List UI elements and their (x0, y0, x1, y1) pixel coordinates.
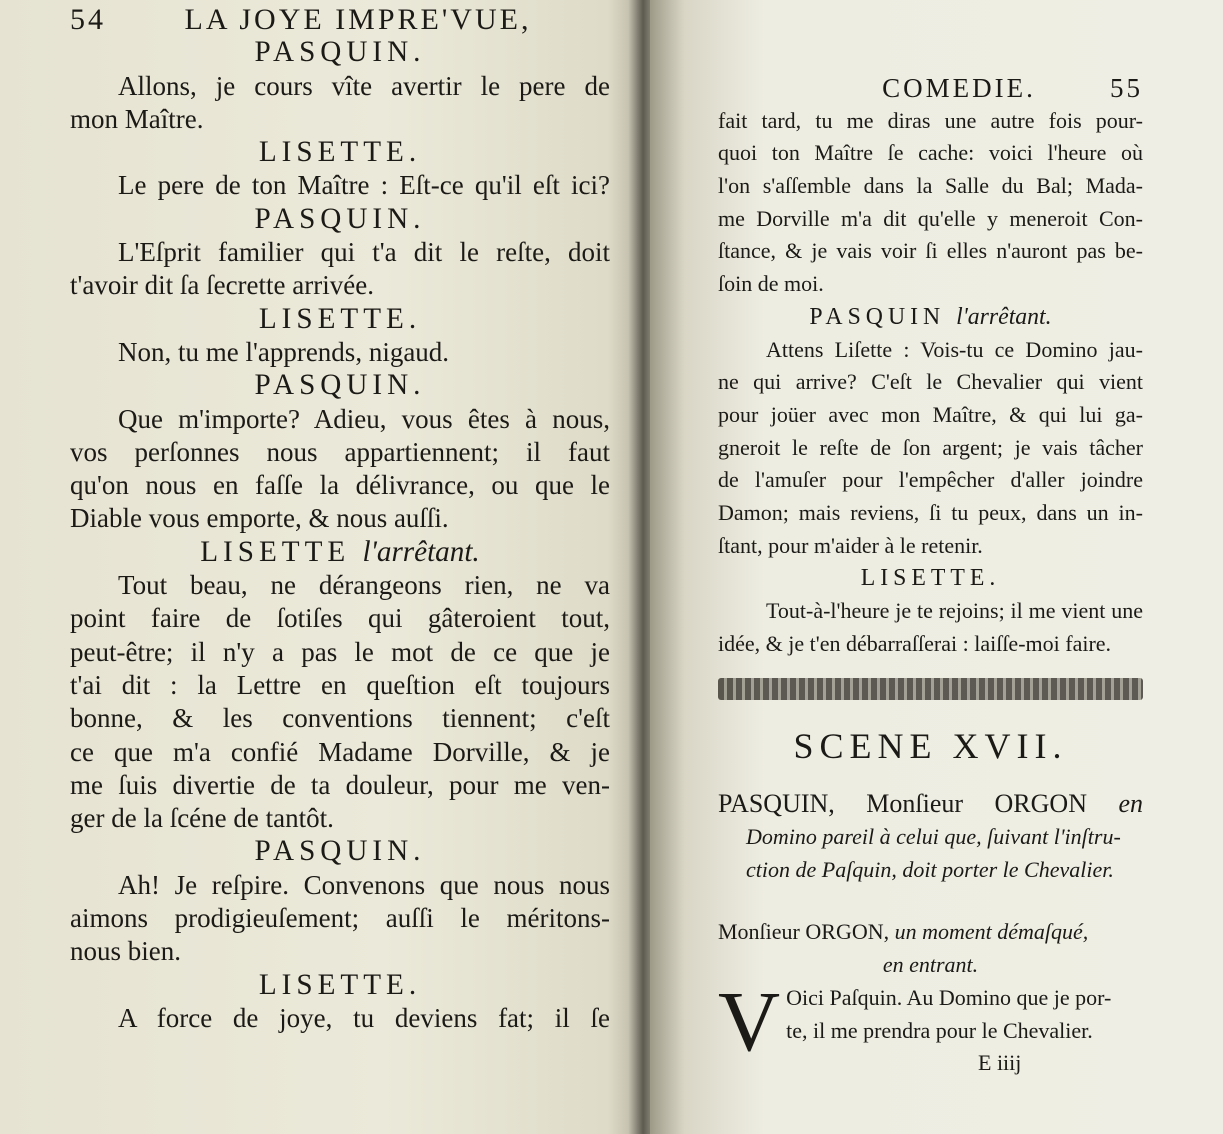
line-text: Tout-à-l'heure je te rejoins; il me vient une (766, 598, 1143, 623)
text-line (70, 769, 610, 802)
line-text: gneroit le reſte de ſon argent; je vais tâcher (718, 434, 1143, 460)
text-line (70, 702, 610, 735)
line-text: LISETTE. (860, 565, 1001, 592)
text-line (718, 432, 1143, 465)
text-line (70, 403, 610, 436)
line-text: nous bien. (70, 936, 181, 967)
text-line (70, 869, 610, 902)
line-text: ſtance, & je vais voir ſi elles n'auront pas be- (718, 238, 1143, 264)
page-number: 55 (1110, 73, 1143, 103)
line-text: mon Maître. (70, 103, 204, 134)
line-text: LISETTE. (258, 968, 422, 1001)
speaker-heading (70, 969, 610, 1002)
text-line (718, 105, 1143, 138)
line-text: PASQUIN. (254, 36, 426, 69)
line-text: Le pere de ton Maître : Eſt-ce qu'il eſt ici? (118, 170, 610, 201)
text-line (70, 502, 610, 535)
line-text: PASQUIN. (254, 835, 426, 868)
speaker-heading (70, 303, 610, 336)
line-text: vos perſonnes nous appartiennent; il faut (70, 436, 610, 467)
line-text: L'Eſprit familier qui t'a dit le reſte, doit (118, 237, 610, 268)
text-line (70, 436, 610, 469)
text-line (718, 530, 1143, 563)
text-line (718, 497, 1143, 530)
final-paragraph (718, 972, 1143, 1080)
line-text: Attens Liſette : Vois-tu ce Domino jau- (766, 336, 1143, 362)
stage-direction: en (1118, 789, 1143, 819)
line-text: aimons prodigieuſement; auſſi le méritons- (70, 903, 610, 934)
running-head-title: LA JOYE IMPRE'VUE, (184, 3, 532, 36)
speaker-heading (70, 136, 610, 169)
text-line (718, 137, 1143, 170)
stage-direction-text: ction de Paſquin, doit porter le Chevalier. (746, 856, 1114, 882)
stage-direction (718, 854, 1143, 887)
line-text: peut-être; il n'y a pas le mot de ce que je (70, 636, 610, 667)
text-line (718, 366, 1143, 399)
text-line (70, 169, 610, 202)
text-line (718, 595, 1143, 628)
line-text: ger de la ſcéne de tantôt. (70, 803, 334, 834)
running-head (718, 72, 1143, 105)
line-text: idée, & je t'en débarraſſerai : laiſſe-moi faire. (718, 630, 1112, 656)
text-line (718, 334, 1143, 367)
line-text: quoi ton Maître ſe cache: voici l'heure où (718, 140, 1143, 166)
text-line (718, 399, 1143, 432)
line-text: de l'amuſer pour l'empêcher d'aller joindre (718, 467, 1143, 493)
right-page-text (718, 72, 1143, 1080)
text-line (70, 636, 610, 669)
stage-direction: l'arrêtant. (956, 303, 1052, 330)
line-text: qu'on nous en faſſe la délivrance, ou que le (70, 470, 610, 501)
line-text: ne qui arrive? C'eſt le Chevalier qui vient (718, 369, 1143, 395)
line-text: Ah! Je reſpire. Convenons que nous nous (118, 869, 610, 900)
text-line (718, 464, 1143, 497)
line-text: ce que m'a confié Madame Dorville, & je (70, 736, 610, 767)
text-line: te, il me prendra pour le Chevalier. (786, 1017, 1093, 1043)
line-text: pour joüer avec mon Maître, & qui lui ga- (718, 401, 1143, 427)
line-text: Allons, je cours vîte avertir le pere de (118, 70, 610, 101)
line-text: PASQUIN. (254, 369, 426, 402)
line-text: me Dorville m'a dit qu'elle y meneroit Con- (718, 205, 1143, 231)
running-head (70, 3, 610, 36)
line-text: t'ai dit : la Lettre en queſtion eſt toujours (70, 669, 610, 700)
text-line (70, 336, 610, 369)
line-text: fait tard, tu me diras une autre fois pour- (718, 107, 1143, 133)
line-text: Tout beau, ne dérangeons rien, ne va (118, 570, 610, 601)
scene-title: SCENE XVII. (793, 726, 1068, 767)
stage-direction (718, 821, 1143, 854)
speaker-line (718, 916, 1143, 949)
line-text: ſoin de moi. (718, 271, 824, 297)
text-line (70, 70, 610, 103)
line-text: t'avoir dit ſa ſecrette arrivée. (70, 270, 374, 301)
text-line: Oici Paſquin. Au Domino que je por- (786, 984, 1112, 1010)
text-line (718, 203, 1143, 236)
speaker-heading (70, 36, 610, 69)
text-line (70, 802, 610, 835)
text-line (718, 628, 1143, 661)
text-line (70, 236, 610, 269)
speaker-heading (70, 369, 610, 402)
line-text: bonne, & les conventions tiennent; c'eſt (70, 703, 610, 734)
text-line (70, 469, 610, 502)
text-line (70, 569, 610, 602)
text-line (70, 669, 610, 702)
line-text: LISETTE (200, 535, 351, 568)
stage-direction-text: en entrant. (882, 952, 979, 978)
speaker-heading (70, 203, 610, 236)
cast-names: PASQUIN, Monſieur ORGON (718, 789, 1087, 819)
line-text: me ſuis divertie de ta douleur, pour me ven- (70, 769, 610, 800)
line-text: Que m'importe? Adieu, vous êtes à nous, (118, 403, 610, 434)
line-text: Diable vous emporte, & nous auſſi. (70, 503, 449, 534)
text-line (70, 935, 610, 968)
line-text: l'on s'aſſemble dans la Salle du Bal; Mada- (718, 173, 1143, 199)
text-line (70, 902, 610, 935)
text-line (718, 268, 1143, 301)
signature-mark: E iiij (978, 1050, 1022, 1076)
stage-direction: un moment démaſqué, (894, 919, 1089, 945)
cast-line (718, 788, 1143, 821)
speaker-heading (70, 536, 610, 569)
drop-cap: V (718, 972, 781, 1069)
right-page (650, 0, 1223, 1134)
text-line (70, 736, 610, 769)
page-number: 54 (70, 3, 106, 36)
stage-direction (718, 949, 1143, 982)
speaker-name: Monſieur ORGON, (718, 919, 890, 945)
text-line (70, 602, 610, 635)
ornament-divider (718, 678, 1143, 700)
line-text: Non, tu me l'apprends, nigaud. (118, 336, 450, 367)
stage-direction-text: Domino pareil à celui que, ſuivant l'inſtru- (746, 824, 1121, 850)
line-text: LISETTE. (258, 302, 422, 335)
line-text: point faire de ſotiſes qui gâteroient tout, (70, 603, 610, 634)
running-head-title: COMEDIE. (882, 73, 1036, 103)
text-line (70, 103, 610, 136)
speaker-heading (718, 562, 1143, 595)
line-text: A force de joye, tu deviens fat; il ſe (118, 1002, 610, 1033)
line-text: LISETTE. (258, 136, 422, 169)
text-line (718, 170, 1143, 203)
line-text: ſtant, pour m'aider à le retenir. (718, 532, 983, 558)
text-line (70, 1002, 610, 1035)
line-text: PASQUIN (809, 303, 946, 330)
stage-direction: l'arrêtant. (362, 535, 480, 568)
speaker-heading (70, 835, 610, 868)
left-page-text (70, 3, 610, 1035)
line-text: PASQUIN. (254, 202, 426, 235)
speaker-heading (718, 301, 1143, 334)
text-line (718, 235, 1143, 268)
line-text: Damon; mais reviens, ſi tu peux, dans un in- (718, 499, 1143, 525)
text-line (70, 269, 610, 302)
